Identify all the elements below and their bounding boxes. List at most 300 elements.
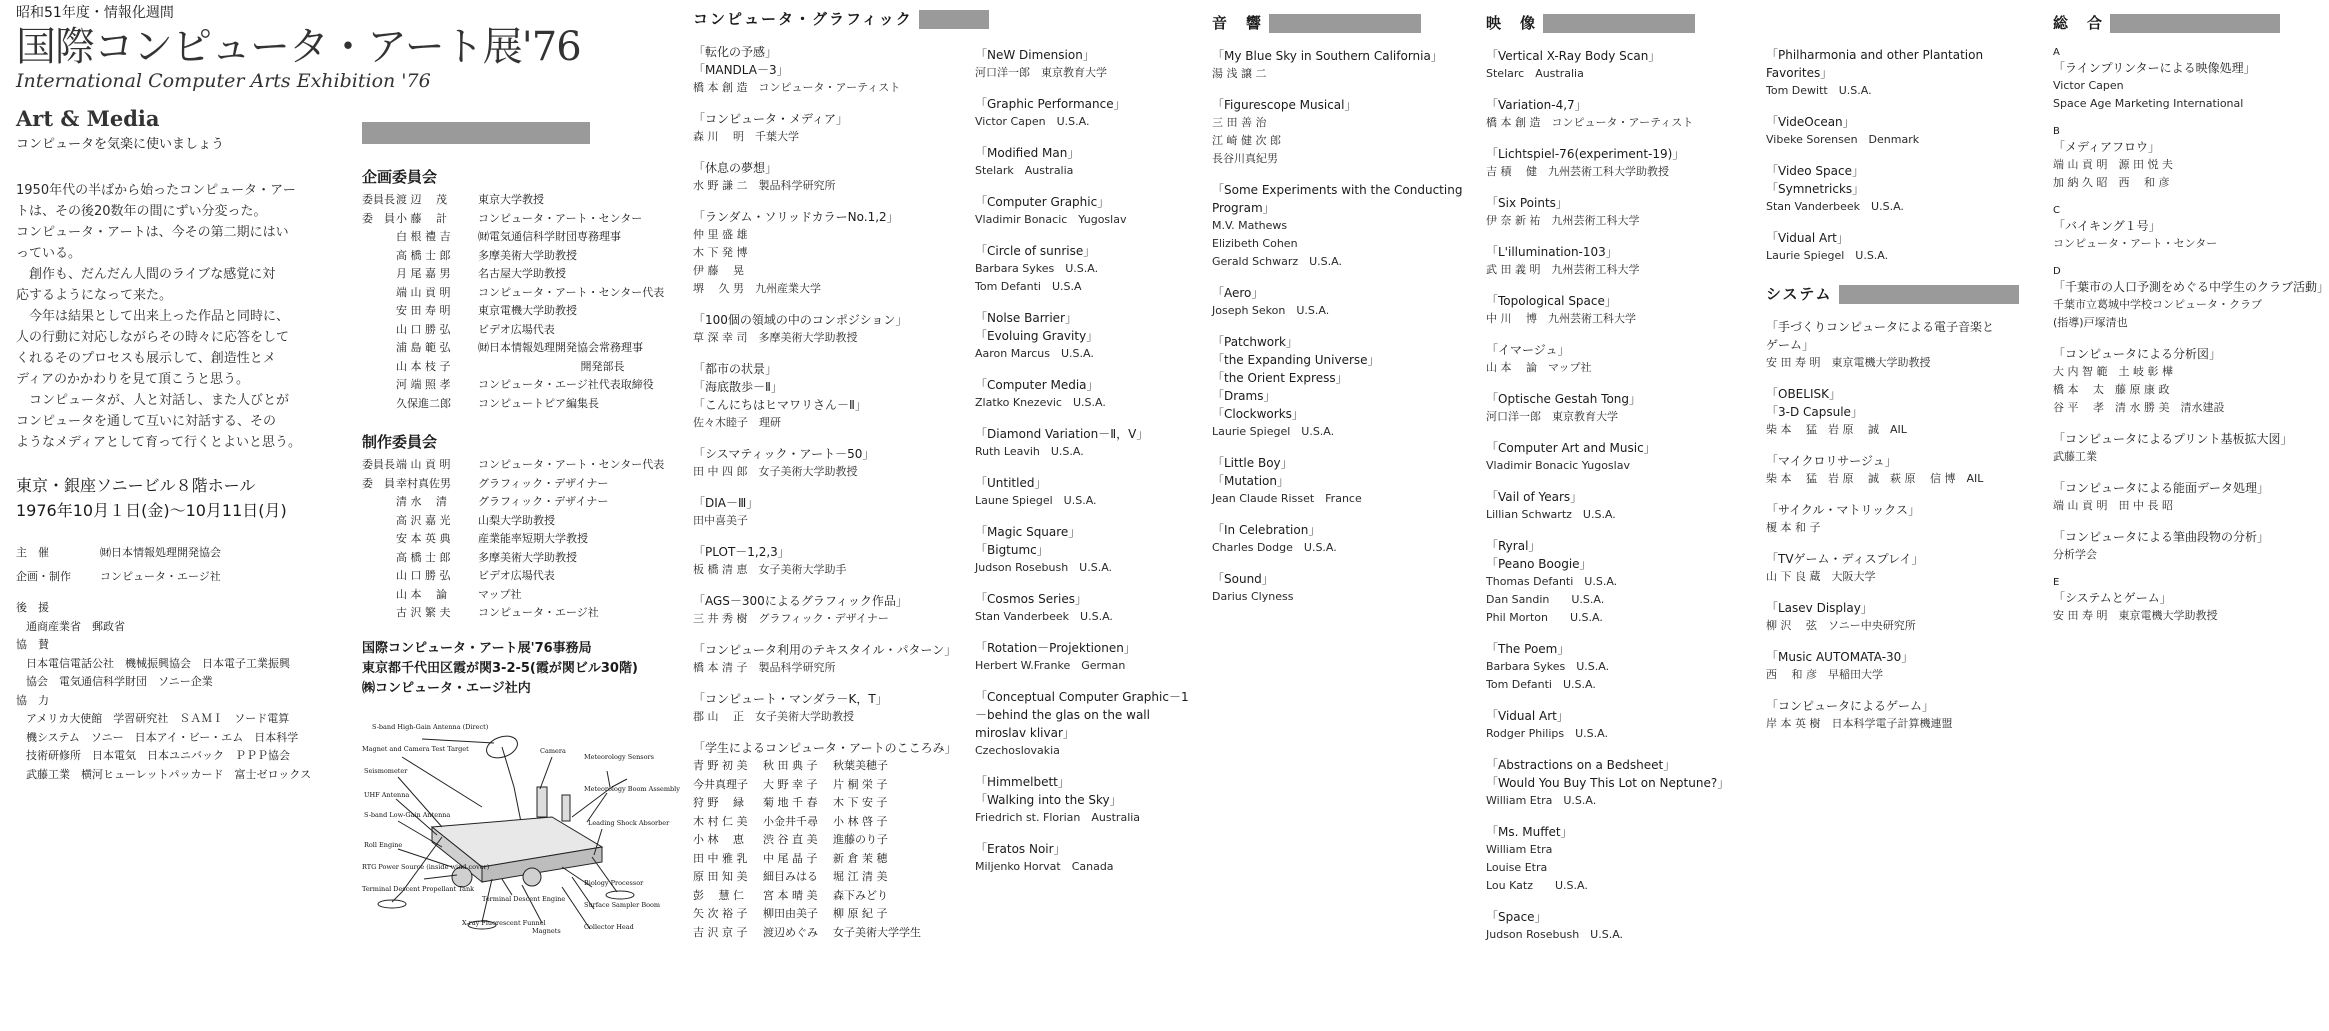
video-column (1486, 12, 1746, 957)
diagram-label: Biology Processor (584, 878, 644, 887)
member-org: ビデオ広場代表 (478, 322, 555, 336)
work-title: 「Himmelbett」 (975, 775, 1070, 789)
work-title: 「NeW Dimension」 (975, 48, 1095, 62)
work-title: 「Aero」 (1212, 286, 1264, 300)
work-entry (1766, 229, 2026, 265)
office-line: 東京都千代田区霞が関3-2-5(霞が関ビル30階) (362, 660, 638, 676)
graphics-list-1 (693, 43, 963, 726)
student-name: 女子美術大学学生 (833, 925, 921, 939)
artist-line: 岸 本 英 樹 日本科学電子計算機連盟 (1766, 717, 1953, 730)
work-entry (1486, 823, 1746, 895)
artist-line: (指導)戸塚清也 (2053, 316, 2128, 329)
artist-line: Jean Claude Risset France (1212, 492, 1362, 505)
student-name: 原 田 知 美 (693, 870, 748, 883)
artist-line: 橋 本 創 造 コンピュータ・アーティスト (693, 81, 901, 94)
diagram-label: Camera (540, 746, 566, 755)
video-list (1486, 47, 1746, 944)
member-org: 山梨大学助教授 (478, 513, 555, 527)
artist-line: 安 田 寿 明 東京電機大学助教授 (1766, 356, 1931, 369)
work-title: 「Vertical X-Ray Body Scan」 (1486, 49, 1661, 63)
office-line: 国際コンピュータ・アート展'76事務局 (362, 640, 592, 656)
work-title: 「Lichtspiel-76(experiment-19)」 (1486, 147, 1685, 161)
artist-line: 江 崎 健 次 郎 (1212, 134, 1281, 147)
work-title: 「Computer Graphic」 (975, 195, 1110, 209)
diagram-label: Magnet and Camera Test Target (362, 744, 469, 753)
member-row (362, 210, 662, 229)
sound-column (1212, 12, 1472, 619)
work-title: 「Ms. Muffet」 (1486, 825, 1573, 839)
member-row (362, 376, 662, 395)
intro-body (16, 180, 346, 453)
artist-line: 河口洋一郎 東京教育大学 (1486, 410, 1618, 423)
cooperation-line: 日本電信電話公社 機械振興協会 日本電子工業振興 (26, 656, 290, 670)
artist-line: Elizibeth Cohen (1212, 237, 1298, 250)
work-title: 「Vail of Years」 (1486, 490, 1583, 504)
diagram-label: Magnets (532, 926, 561, 935)
member-name: 高 橋 士 郎 (396, 248, 451, 262)
production-list (362, 456, 665, 623)
work-title: 「こんにちはヒマワリさん－Ⅱ」 (693, 398, 867, 412)
artist-line: 仲 里 盛 雄 (693, 228, 748, 241)
member-row (362, 395, 662, 414)
artist-line: 端 山 貢 明 源 田 悦 夫 (2053, 158, 2173, 171)
work-title: 「海底散歩－Ⅱ」 (693, 380, 783, 394)
body-line: コンピュータを通して互いに対話する、その (16, 414, 277, 429)
work-title: 「コンピュータ利用のテキスタイル・パターン」 (693, 643, 957, 657)
graphics-column (693, 8, 963, 942)
student-name: 菊 地 千 春 (763, 796, 818, 809)
work-title: 「マイクロリサージュ」 (1766, 454, 1897, 468)
work-title: 「Little Boy」 (1212, 456, 1293, 470)
work-entry (1486, 908, 1746, 944)
work-entry (2053, 266, 2329, 332)
member-row (362, 475, 662, 494)
work-title: 「Figurescope Musical」 (1212, 98, 1357, 112)
artist-line: Stelarc Australia (1486, 67, 1584, 80)
artist-line: Judson Rosebush U.S.A. (1486, 928, 1624, 941)
work-title: 「シスマティック・アート－50」 (693, 447, 875, 461)
work-entry (2053, 205, 2293, 253)
work-entry (1766, 599, 2026, 635)
sound-heading: 音 響 (1212, 12, 1472, 33)
artist-line: 千葉市立葛城中学校コンピュータ・クラブ (2053, 298, 2262, 311)
artist-line: Charles Dodge U.S.A. (1212, 541, 1337, 554)
artist-line: 柴 本 猛 岩 原 誠 萩 原 信 博 AIL (1766, 472, 1984, 485)
work-entry (1486, 194, 1746, 230)
work-entry (1486, 439, 1746, 475)
student-row (693, 831, 963, 850)
general-heading: 総 合 (2053, 12, 2293, 33)
work-title: 「100個の領域の中のコンポジション」 (693, 313, 908, 327)
artist-line: Lou Katz U.S.A. (1486, 879, 1588, 892)
section-letter: D (2053, 266, 2061, 277)
member-name: 河 端 照 孝 (396, 378, 451, 391)
artist-line: 橋 本 創 造 コンピュータ・アーティスト (1486, 116, 1694, 129)
work-entry (693, 360, 963, 432)
work-title: 「手づくりコンピュータによる電子音楽と (1766, 320, 1995, 334)
work-entry (975, 773, 1205, 827)
member-role: 委員長 (362, 193, 395, 206)
artist-line: 長谷川真紀男 (1212, 152, 1278, 165)
work-entry (1486, 341, 1746, 377)
diagram-label: S-band Low-Gain Antenna (364, 810, 451, 819)
student-name: 細目みはる (763, 870, 818, 883)
top-line: 昭和51年度・情報化週間 (16, 5, 174, 21)
artist-line: 板 橋 清 恵 女子美術大学助手 (693, 563, 847, 576)
work-title: 「In Celebration」 (1212, 523, 1321, 537)
artist-line: Dan Sandin U.S.A. (1486, 593, 1605, 606)
diagram-label: Terminal Descent Engine (482, 894, 566, 903)
work-title: 「Space」 (1486, 910, 1547, 924)
assist-line: 機システム ソニー 日本アイ・ビー・エム 日本科学 (26, 730, 299, 744)
work-entry (1766, 550, 2026, 586)
diagram-label: Meteorology Boom Assembly (584, 784, 680, 793)
work-title: 「ランダム・ソリッドカラーNo.1,2」 (693, 210, 899, 224)
work-title: 「Walking into the Sky」 (975, 793, 1122, 807)
member-row (362, 512, 662, 531)
work-title: 「Clockworks」 (1212, 407, 1304, 421)
cooperation-line: 協会 電気通信科学財団 ソニー企業 (26, 675, 213, 688)
work-title: 「ラインプリンターによる映像処理」 (2053, 61, 2256, 75)
work-title: 「Untitled」 (975, 476, 1047, 490)
section-letter: C (2053, 205, 2060, 216)
artist-line: 橋 本 太 藤 原 康 政 (2053, 383, 2170, 396)
work-title: 「Eratos Noir」 (975, 842, 1066, 856)
artist-line: Gerald Schwarz U.S.A. (1212, 255, 1342, 268)
artist-line: Vibeke Sorensen Denmark (1766, 133, 1920, 146)
work-title: 「The Poem」 (1486, 642, 1570, 656)
artist-line: 田 中 四 郎 女子美術大学助教授 (693, 465, 858, 478)
artist-line: Stan Vanderbeek U.S.A. (975, 610, 1113, 623)
member-org: 多摩美術大学助教授 (478, 248, 577, 262)
member-name: 端 山 貢 明 (396, 285, 451, 299)
general-column (2053, 12, 2329, 638)
member-org: コンピュータ・エージ社 (478, 606, 599, 619)
body-line: 1950年代の半ばから始ったコンピュータ・アー (16, 183, 296, 198)
member-name: 小 藤 計 (396, 211, 447, 225)
graphics-heading: コンピュータ・グラフィック (693, 8, 963, 29)
member-row (362, 567, 662, 586)
member-org: グラフィック・デザイナー (478, 495, 609, 508)
diagram-label: Surface Sampler Boom (584, 900, 661, 909)
work-entry (975, 95, 1205, 131)
work-entry (1766, 46, 2026, 100)
member-row (362, 493, 662, 512)
member-name: 安 本 英 典 (396, 532, 451, 545)
artist-line: Victor Capen (2053, 79, 2124, 92)
artist-line: Tom Defanti U.S.A. (1486, 678, 1596, 691)
work-entry (1766, 162, 2026, 216)
system-heading: システム (1766, 283, 2026, 304)
artist-line: Czechoslovakia (975, 744, 1060, 757)
artist-line: 山 下 良 蔵 大阪大学 (1766, 570, 1876, 583)
artist-line: 分析学会 (2053, 548, 2097, 561)
artist-line: 三 井 秀 樹 グラフィック・デザイナー (693, 612, 889, 625)
diagram-label: Seismometer (364, 766, 408, 775)
tagline: コンピュータを気楽に使いましょう (16, 137, 225, 152)
work-entry (1766, 697, 2026, 733)
artist-line: Barbara Sykes U.S.A. (1486, 660, 1610, 673)
work-title: 「Video Space」 (1766, 164, 1865, 178)
work-entry (1766, 318, 2026, 372)
work-entry (1486, 756, 1746, 810)
member-name: 端 山 貢 明 (396, 458, 451, 471)
artist-line: 柳 沢 弦 ソニー中央研究所 (1766, 619, 1916, 632)
student-name: 狩 野 緑 (693, 796, 744, 809)
member-name: 幸村真佐男 (396, 476, 451, 490)
work-entry (1486, 488, 1746, 524)
heading-bar (2110, 14, 2280, 33)
student-name: 宮 本 晴 美 (763, 888, 818, 902)
support-block (16, 599, 346, 784)
artist-line: 田中喜美子 (693, 514, 748, 527)
work-title: 「Circle of sunrise」 (975, 244, 1096, 258)
work-title: 「Computer Media」 (975, 378, 1099, 392)
member-row (362, 247, 662, 266)
work-entry (1212, 333, 1472, 441)
general-list (2053, 47, 2329, 625)
artist-line: 森 川 明 千葉大学 (693, 130, 799, 143)
assist-line: 武藤工業 横河ヒューレットパッカード 富士ゼロックス (26, 767, 312, 781)
work-entry (693, 311, 963, 347)
work-title: 「転化の予感」 (693, 45, 778, 59)
student-name: 堀 江 清 美 (833, 870, 888, 883)
student-name: 小 林 啓 子 (833, 814, 888, 828)
member-name: 久保進二郎 (396, 396, 451, 410)
work-title: miroslav klivar」 (975, 726, 1075, 740)
member-row (362, 284, 665, 303)
member-org: 東京大学教授 (478, 193, 544, 206)
student-name: 中 尾 晶 子 (763, 851, 818, 865)
student-name: 大 野 幸 子 (763, 777, 818, 791)
work-title: 「Optische Gestah Tong」 (1486, 392, 1642, 406)
member-org: ㈶日本情報処理開発協会常務理事 (478, 341, 643, 354)
video-system-column (1766, 46, 2026, 746)
work-title: 「VideOcean」 (1766, 115, 1855, 129)
member-org: 名古屋大学助教授 (478, 267, 566, 280)
member-org: 産業能率短期大学教授 (478, 532, 588, 545)
support-line: 通商産業省 郵政省 (26, 619, 125, 633)
work-title: 「Evoluing Gravity」 (975, 329, 1099, 343)
work-entry (693, 208, 963, 298)
work-entry (975, 144, 1205, 180)
diagram-label: Collector Head (584, 922, 634, 931)
work-title: 「Topological Space」 (1486, 294, 1617, 308)
viking-lander-diagram (362, 717, 680, 947)
artist-line: 加 納 久 昭 西 和 彦 (2053, 176, 2170, 189)
work-title: 「3-D Capsule」 (1766, 405, 1863, 419)
dates: 1976年10月１日(金)～10月11日(月) (16, 501, 287, 520)
member-role: 委 員 (362, 211, 395, 225)
work-entry (693, 543, 963, 579)
work-title: 「Rotation－Projektionen」 (975, 641, 1136, 655)
student-name: 矢 次 裕 子 (693, 907, 748, 920)
artist-line: 武 田 義 明 九州芸術工科大学 (1486, 263, 1640, 276)
work-entry (1766, 648, 2026, 684)
member-row (362, 358, 662, 377)
heading-bar (1839, 285, 2019, 304)
work-title: 「Peano Boogie」 (1486, 557, 1592, 571)
graphics-column-2 (975, 46, 1205, 889)
work-title: 「システムとゲーム」 (2053, 591, 2172, 605)
artist-line: William Etra (1486, 843, 1553, 856)
student-row (693, 776, 963, 795)
planning-list (362, 191, 665, 413)
work-title: 「Computer Art and Music」 (1486, 441, 1656, 455)
committee-header-bar (362, 122, 590, 144)
assist-line: アメリカ大使館 学習研究社 ＳＡＭＩ ソード電算 (26, 712, 290, 725)
artist-line: 橋 本 清 子 製品科学研究所 (693, 661, 836, 674)
work-entry (975, 242, 1205, 296)
work-entry (2053, 47, 2293, 113)
work-title: 「L'illumination-103」 (1486, 245, 1618, 259)
student-row (693, 887, 963, 906)
office-line: ㈱コンピュータ・エージ社内 (362, 680, 531, 696)
artist-line: Laurie Spiegel U.S.A. (1766, 249, 1889, 262)
artist-line: 堺 久 男 九州産業大学 (693, 282, 821, 295)
member-org: ビデオ広場代表 (478, 569, 555, 582)
artist-line: 西 和 彦 早稲田大学 (1766, 668, 1883, 681)
body-line: 創作も、だんだん人間のライブな感覚に対 (16, 267, 276, 282)
student-name: 田 中 雅 乳 (693, 851, 748, 865)
diagram-label: Roll Engine (364, 840, 403, 849)
member-role: 委 員 (362, 476, 395, 490)
work-title: 「Conceptual Computer Graphic－1 (975, 690, 1189, 704)
work-title: 「DIA－Ⅲ」 (693, 496, 759, 510)
work-entry (1212, 570, 1472, 606)
work-title: 「PLOT－1,2,3」 (693, 545, 790, 559)
work-title: 「コンピュータによる分析図」 (2053, 347, 2222, 361)
work-title: 「都市の状景」 (693, 362, 778, 376)
credits (16, 541, 346, 589)
artist-line: 伊 藤 晃 (693, 264, 744, 277)
heading-bar (1543, 14, 1695, 33)
work-title: 「TVゲーム・ディスプレイ」 (1766, 552, 1924, 566)
student-name: 進藤のり子 (833, 833, 888, 846)
artist-line: Vladimir Bonacic Yugoslav (1486, 459, 1630, 472)
member-name: 清 水 清 (396, 495, 447, 508)
artist-line: 湯 浅 譲 二 (1212, 67, 1267, 80)
member-row (362, 321, 662, 340)
work-entry (2053, 528, 2293, 564)
work-title: 「コンピュータによる能面データ処理」 (2053, 481, 2270, 495)
member-name: 月 尾 嘉 男 (396, 267, 451, 280)
committee-column (362, 122, 680, 947)
video-heading: 映 像 (1486, 12, 1746, 33)
work-title: 「Patchwork」 (1212, 335, 1298, 349)
credit-row: 主 催 ㈶日本情報処理開発協会 (16, 546, 221, 559)
work-title: 「OBELISK」 (1766, 387, 1841, 401)
work-title: 「AGS－300によるグラフィック作品」 (693, 594, 908, 608)
diagram-label: RTG Power Source (inside wind cover) (362, 862, 490, 871)
artist-line: 中 川 博 九州芸術工科大学 (1486, 312, 1636, 325)
artist-line: 端 山 貢 明 田 中 長 昭 (2053, 499, 2173, 512)
work-title: 「コンピュータ・メディア」 (693, 112, 849, 126)
artist-line: Joseph Sekon U.S.A. (1212, 304, 1330, 317)
member-org: コンピュータ・アート・センター代表 (478, 285, 665, 299)
graphics-list-2 (975, 46, 1205, 876)
student-row (693, 905, 963, 924)
work-title: 「コンピュート・マンダラ－K，T」 (693, 692, 888, 706)
venue: 東京・銀座ソニービル８階ホール (16, 476, 256, 495)
work-entry (693, 159, 963, 195)
student-name: 片 桐 栄 子 (833, 777, 888, 791)
title-en: International Computer Arts Exhibition '76 (16, 70, 431, 92)
artist-line: Louise Etra (1486, 861, 1548, 874)
artist-line: William Etra U.S.A. (1486, 794, 1597, 807)
member-name: 高 橋 士 郎 (396, 550, 451, 564)
work-entry (1486, 537, 1746, 627)
artist-line: 武藤工業 (2053, 450, 2097, 463)
body-line: コンピュータ・アートは、今その第二期にはい (16, 225, 289, 240)
member-name: 山 口 勝 弘 (396, 569, 451, 582)
work-entry (693, 110, 963, 146)
artist-line: 大 内 智 範 土 岐 彰 樺 (2053, 365, 2173, 378)
work-entry (1766, 452, 2026, 488)
work-title: 「コンピュータによる筆曲段物の分析」 (2053, 530, 2270, 544)
work-entry (2053, 430, 2293, 466)
artist-line: Victor Capen U.S.A. (975, 115, 1090, 128)
artist-line: Thomas Defanti U.S.A. (1486, 575, 1618, 588)
artist-line: Ruth Leavih U.S.A. (975, 445, 1084, 458)
work-entry (975, 639, 1205, 675)
artist-line: Stelark Australia (975, 164, 1074, 177)
member-name: 山 本 枝 子 (396, 359, 451, 373)
artist-line: 水 野 謙 二 製品科学研究所 (693, 179, 836, 192)
work-entry (1486, 292, 1746, 328)
artist-line: Aaron Marcus U.S.A. (975, 347, 1094, 360)
work-title: 「コンピュータによるゲーム」 (1766, 699, 1935, 713)
title-jp: 国際コンピュータ・アート展'76 (16, 24, 581, 70)
artist-line: Laune Spiegel U.S.A. (975, 494, 1097, 507)
work-entry (1212, 47, 1472, 83)
system-list (1766, 318, 2026, 733)
work-entry (1766, 385, 2026, 439)
work-title: 「Music AUTOMATA-30」 (1766, 650, 1914, 664)
work-entry (975, 309, 1205, 363)
heading-bar (919, 10, 989, 29)
work-entry (2053, 479, 2293, 515)
member-org: グラフィック・デザイナー (478, 476, 609, 490)
work-entry (693, 690, 963, 726)
work-title: 「Philharmonia and other Plantation (1766, 48, 1984, 62)
work-entry (1486, 390, 1746, 426)
artist-line: M.V. Mathews (1212, 219, 1288, 232)
artist-line: Rodger Philips U.S.A. (1486, 727, 1608, 740)
cooperation-label: 協 賛 (16, 638, 49, 651)
body-line: ようなメディアとして育って行くとよいと思う。 (16, 435, 301, 450)
student-row (693, 794, 963, 813)
work-entry (1766, 501, 2026, 537)
heading-bar (1269, 14, 1421, 33)
work-title: 「the Expanding Universe」 (1212, 353, 1380, 367)
member-org: マップ社 (478, 587, 522, 601)
work-entry (693, 445, 963, 481)
member-row (362, 456, 665, 475)
work-title: 「My Blue Sky in Southern California」 (1212, 49, 1443, 63)
artist-line: 柴 本 猛 岩 原 誠 AIL (1766, 423, 1907, 436)
work-title: 「Bigtumc」 (975, 543, 1049, 557)
body-line: 応するようになって来た。 (16, 288, 173, 303)
artist-line: コンピュータ・アート・センター (2053, 237, 2218, 250)
work-entry (2053, 345, 2293, 417)
work-entry (2053, 126, 2293, 192)
member-name: 浦 島 範 弘 (396, 341, 451, 354)
work-entry (1212, 454, 1472, 508)
work-title: －behind the glas on the wall (975, 708, 1150, 722)
artist-line: Space Age Marketing International (2053, 97, 2244, 110)
work-title: 「Abstractions on a Bedsheet」 (1486, 758, 1676, 772)
